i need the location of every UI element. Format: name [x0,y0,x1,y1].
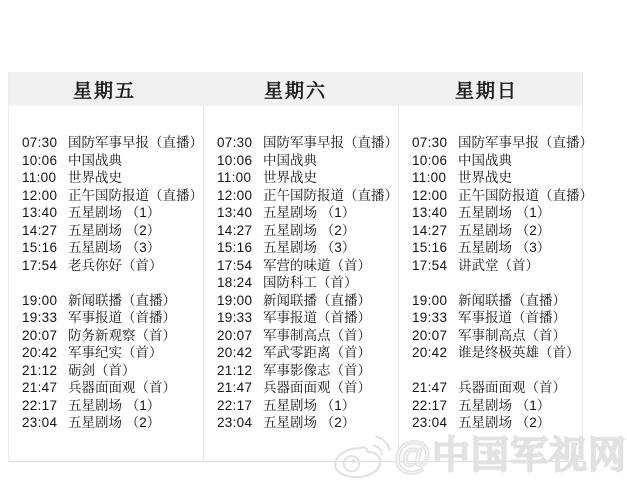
schedule-row [22,152,203,170]
program-time: 19:33 [217,310,253,325]
schedule-row [412,362,593,380]
program-name: 谁是终极英雄（首） [458,345,580,360]
schedule-row [22,134,203,152]
program-time [22,274,68,292]
schedule-row [412,397,593,415]
day-column-friday [9,106,203,462]
program-name: 军事影像志（首） [263,362,371,378]
schedule-row [217,309,398,327]
program-name: 五星剧场 （2） [263,222,356,238]
schedule-row [217,222,398,240]
program-name: 新闻联播（直播） [458,292,566,308]
schedule-row [22,362,203,380]
program-time: 15:16 [217,240,253,255]
schedule-row [217,134,398,152]
program-time: 19:00 [22,292,58,308]
program-time: 14:27 [412,222,448,238]
schedule-row [412,169,593,187]
program-name: 中国战典 [263,152,317,168]
schedule-row [22,257,203,275]
day-column-sunday [398,106,593,462]
program-time: 13:40 [412,205,448,220]
program-name: 国防军事早报（直播） [263,135,398,150]
schedule-row [217,187,398,205]
program-name: 老兵你好（首） [68,257,163,273]
program-name: 国防科工（首） [263,275,358,290]
watermark-text: @中国军视网 [394,435,627,477]
program-name: 正午国防报道（直播） [263,187,398,203]
program-time: 17:54 [412,257,448,273]
schedule-row [217,362,398,380]
schedule-row [217,397,398,415]
program-name: 砺剑（首） [68,362,136,378]
program-time [412,274,458,292]
program-time: 17:54 [22,257,58,273]
program-time: 22:17 [217,397,253,413]
schedule-row [217,257,398,275]
schedule-row [412,152,593,170]
schedule-row [22,169,203,187]
schedule-row [412,239,593,257]
schedule-row [22,187,203,205]
schedule-row [412,257,593,275]
program-name: 兵器面面观（首） [458,380,566,395]
day-header-saturday: 星期六 [263,80,327,102]
program-time: 23:04 [22,415,58,430]
schedule-row [22,397,203,415]
program-name: 中国战典 [458,152,512,168]
program-time: 21:47 [22,380,58,395]
program-name: 新闻联播（直播） [263,292,371,308]
program-name: 五星剧场 （2） [263,415,356,430]
program-name: 中国战典 [68,152,122,168]
day-header-friday: 星期五 [72,80,136,102]
day-header-sunday: 星期日 [454,80,518,102]
schedule-row [412,134,593,152]
program-name: 五星剧场 （2） [68,415,161,430]
program-time: 10:06 [217,152,253,168]
program-time: 10:06 [412,152,448,168]
program-time: 07:30 [22,135,58,150]
schedule-row [22,327,203,345]
schedule-row [217,344,398,362]
schedule-row [22,239,203,257]
program-time: 14:27 [217,222,253,238]
program-time: 12:00 [217,187,253,203]
program-time: 20:07 [217,327,253,343]
schedule-row [217,327,398,345]
schedule-row [217,292,398,310]
schedule-row [217,379,398,397]
program-name: 兵器面面观（首） [68,380,176,395]
program-time: 12:00 [22,187,58,203]
program-name: 五星剧场 （1） [68,397,161,413]
program-name: 五星剧场 （2） [68,222,161,238]
program-name: 防务新观察（首） [68,327,176,343]
program-name: 五星剧场 （1） [458,397,551,413]
program-time: 21:12 [217,362,253,378]
schedule-row [412,204,593,222]
day-header-row [9,72,582,106]
program-time: 23:04 [217,415,253,430]
program-time: 17:54 [217,257,253,273]
schedule-row [22,309,203,327]
schedule-row [412,292,593,310]
schedule-row [217,204,398,222]
schedule-row [22,344,203,362]
program-time: 20:42 [412,345,448,360]
program-time: 18:24 [217,275,253,290]
program-name: 新闻联播（直播） [68,292,176,308]
schedule-row [217,239,398,257]
program-time: 07:30 [412,135,448,150]
program-name: 正午国防报道（直播） [68,187,203,203]
program-name: 军事制高点（首） [458,327,566,343]
schedule-row [412,309,593,327]
schedule-row [22,274,203,292]
program-time: 20:07 [412,327,448,343]
program-name: 世界战史 [68,170,122,185]
schedule-row [217,169,398,187]
schedule-row [412,327,593,345]
program-time: 11:00 [412,170,447,185]
schedule-row [22,204,203,222]
program-name: 军事报道（首播） [68,310,176,325]
program-time: 19:00 [217,292,253,308]
program-time: 20:42 [217,345,253,360]
program-time: 14:27 [22,222,58,238]
program-name: 五星剧场 （3） [458,240,551,255]
schedule-row [412,222,593,240]
program-name: 正午国防报道（直播） [458,187,593,203]
program-time: 10:06 [22,152,58,168]
schedule-row [412,379,593,397]
program-time: 19:00 [412,292,448,308]
schedule-row [22,292,203,310]
program-time: 12:00 [412,187,448,203]
program-time: 15:16 [412,240,448,255]
schedule-row [412,187,593,205]
program-time: 19:33 [22,310,58,325]
program-name: 五星剧场 （3） [263,240,356,255]
program-name: 五星剧场 （1） [263,397,356,413]
schedule-row [22,222,203,240]
program-name: 五星剧场 （1） [458,205,551,220]
program-time: 07:30 [217,135,253,150]
schedule-row [412,344,593,362]
schedule-body [9,106,593,462]
program-name: 五星剧场 （3） [68,240,161,255]
schedule-row [217,274,398,292]
program-time: 21:47 [217,380,253,395]
program-name: 国防军事早报（直播） [68,135,203,150]
program-time: 21:12 [22,362,58,378]
program-name: 世界战史 [263,170,317,185]
program-time: 21:47 [412,380,448,395]
schedule-row [217,414,398,432]
program-name: 国防军事早报（直播） [458,135,593,150]
program-time: 22:17 [412,397,448,413]
program-name: 五星剧场 （1） [263,205,356,220]
program-name: 军事报道（首播） [458,310,566,325]
program-time [412,362,458,380]
tv-schedule-table [8,72,593,462]
program-name: 世界战史 [458,170,512,185]
program-time: 15:16 [22,240,58,255]
program-time: 13:40 [22,205,58,220]
program-name: 军武零距离（首） [263,345,371,360]
day-column-saturday [203,106,398,462]
program-time: 22:17 [22,397,58,413]
schedule-row [217,152,398,170]
schedule-row [412,414,593,432]
program-name: 五星剧场 （2） [458,222,551,238]
program-time: 19:33 [412,310,448,325]
program-name: 军事报道（首播） [263,310,371,325]
program-time: 20:07 [22,327,58,343]
program-name: 军事纪实（首） [68,345,163,360]
program-name: 军营的味道（首） [263,257,371,273]
program-name: 讲武堂（首） [458,257,539,273]
program-name: 五星剧场 （2） [458,415,551,430]
program-time: 13:40 [217,205,253,220]
program-name: 五星剧场 （1） [68,205,161,220]
program-time: 11:00 [217,170,252,185]
schedule-row [22,414,203,432]
schedule-row [22,379,203,397]
program-name: 军事制高点（首） [263,327,371,343]
schedule-row [412,274,593,292]
program-time: 23:04 [412,415,448,430]
program-time: 11:00 [22,170,57,185]
program-name: 兵器面面观（首） [263,380,371,395]
program-time: 20:42 [22,345,58,360]
